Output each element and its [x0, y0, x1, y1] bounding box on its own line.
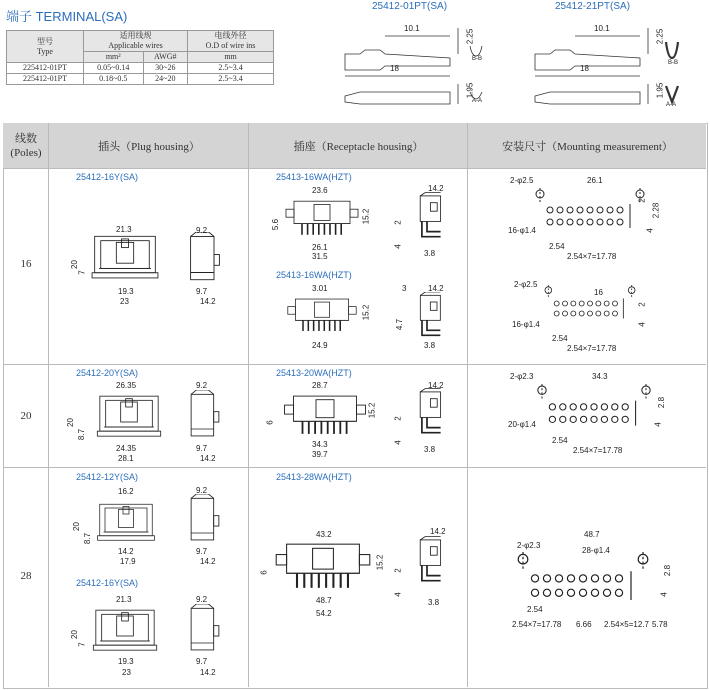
dim: 14.2 [428, 184, 444, 193]
dim: 23.6 [312, 186, 328, 195]
dim: 24.9 [312, 341, 328, 350]
dim: 4 [393, 244, 403, 249]
dim: 4 [393, 592, 403, 597]
table-row [7, 74, 274, 85]
divider [467, 123, 468, 687]
dim: 2.54 [527, 605, 543, 614]
poles-28: 28 [20, 570, 32, 582]
dim: 43.2 [316, 530, 332, 539]
dim: 5.78 [652, 620, 668, 629]
dim: 2.54×5=12.7 [604, 620, 649, 629]
dim: 7 [77, 270, 87, 275]
plug-side-drawing [187, 390, 223, 442]
plug-front-drawing [90, 232, 160, 284]
terminal-spec-table [6, 30, 274, 85]
dim: 2-φ2.3 [510, 372, 534, 381]
dim: 54.2 [316, 609, 332, 618]
row-type: 225412-01PT [7, 74, 84, 85]
plug-side-drawing [187, 232, 223, 286]
dim: 2.54×7=17.78 [567, 252, 617, 261]
dim: 4.7 [395, 318, 405, 331]
p2-d2: 18 [580, 64, 589, 73]
dim: 16-φ1.4 [512, 320, 540, 329]
mounting-drawing [530, 384, 658, 436]
dim: 14.2 [200, 668, 216, 677]
p1-d4: 1.95 [465, 82, 475, 99]
receptacle-label: 25413-20WA(HZT) [276, 368, 352, 378]
dim: 20 [69, 630, 79, 639]
dim: 2-φ2.5 [514, 280, 538, 289]
dim: 9.7 [196, 547, 208, 556]
dim: 28.1 [118, 454, 134, 463]
dim: 4 [393, 440, 403, 445]
divider [248, 123, 249, 687]
dim: 26.1 [587, 176, 603, 185]
dim: 20 [65, 418, 75, 427]
divider [3, 364, 706, 365]
table-row [7, 63, 274, 74]
p2-d4: 1.95 [655, 82, 665, 99]
plug-label: 25412-16Y(SA) [76, 172, 139, 182]
poles-16: 16 [20, 258, 32, 270]
dim: 3.8 [424, 341, 436, 350]
receptacle-front-drawing [268, 540, 378, 592]
p2-sec2: A-A [666, 102, 677, 108]
dim: 9.2 [196, 486, 208, 495]
mounting-drawing [540, 282, 640, 330]
plug-front-drawing [90, 606, 160, 656]
dim: 9.2 [196, 381, 208, 390]
header-mounting: 安装尺寸（Mounting measurement） [502, 141, 673, 153]
dim: 2.54 [552, 436, 568, 445]
dim: 3.8 [428, 598, 440, 607]
row-type: 225412-01PT [7, 63, 84, 74]
col-wires-awg: AWG# [143, 52, 188, 63]
dim: 26.35 [116, 381, 137, 390]
dim: 2 [637, 198, 647, 203]
dim: 2.54×7=17.78 [567, 344, 617, 353]
row-od: 2.5~3.4 [188, 63, 274, 74]
dim: 16-φ1.4 [508, 226, 536, 235]
col-wires-cn: 适用线规 [119, 31, 152, 40]
dim: 26.1 [312, 243, 328, 252]
dim: 2.54 [552, 334, 568, 343]
col-wires-mm: mm² [84, 52, 144, 63]
dim: 19.3 [118, 287, 134, 296]
dim: 15.2 [367, 402, 377, 419]
dim: 4 [645, 228, 655, 233]
part2-label: 25412-21PT(SA) [555, 1, 631, 12]
dim: 39.7 [312, 450, 328, 459]
p1-d2: 18 [390, 64, 399, 73]
row-awg: 30~26 [143, 63, 188, 74]
dim: 4 [637, 322, 647, 327]
receptacle-front-drawing [284, 294, 360, 336]
dim: 2.8 [663, 564, 673, 577]
dim: 9.7 [196, 287, 208, 296]
receptacle-side-drawing [410, 292, 444, 342]
col-od-en: O.D of wire ins [205, 41, 256, 50]
divider [3, 467, 706, 468]
receptacle-side-drawing [410, 192, 444, 244]
poles-20: 20 [20, 410, 32, 422]
p1-sec2: A-A [472, 98, 483, 104]
dim: 4 [653, 422, 663, 427]
dim: 2-φ2.3 [517, 541, 541, 550]
receptacle-side-drawing [410, 534, 444, 590]
dim: 2.54 [549, 242, 565, 251]
divider [3, 168, 706, 169]
dim: 23 [120, 297, 129, 306]
dim: 14.2 [200, 454, 216, 463]
dim: 2.54×7=17.78 [573, 446, 623, 455]
dim: 9.2 [196, 595, 208, 604]
dim: 3.01 [312, 284, 328, 293]
dim: 14.2 [430, 527, 446, 536]
p1-sec1: B-B [472, 56, 483, 62]
plug-front-drawing [86, 392, 172, 442]
plug-side-drawing [187, 494, 223, 546]
row-mm: 0.05~0.14 [84, 63, 144, 74]
dim: 21.3 [116, 595, 132, 604]
receptacle-label: 25413-16WA(HZT) [276, 172, 352, 182]
receptacle-front-drawing [282, 196, 362, 240]
dim: 7 [77, 642, 87, 647]
dim: 14.2 [428, 284, 444, 293]
plug-label: 25412-20Y(SA) [76, 368, 139, 378]
dim: 3.8 [424, 249, 436, 258]
header-poles-en: (Poles) [10, 147, 42, 159]
mounting-drawing [498, 552, 668, 612]
plug-label: 25412-16Y(SA) [76, 578, 139, 588]
mounting-drawing [530, 188, 650, 238]
dim: 2 [393, 416, 403, 421]
row-od: 2.5~3.4 [188, 74, 274, 85]
dim: 2.54×7=17.78 [512, 620, 562, 629]
dim: 6.66 [576, 620, 592, 629]
receptacle-front-drawing [280, 392, 370, 438]
dim: 48.7 [316, 596, 332, 605]
dim: 2 [393, 568, 403, 573]
dim: 17.9 [120, 557, 136, 566]
dim: 21.3 [116, 225, 132, 234]
dim: 2 [637, 302, 647, 307]
dim: 34.3 [312, 440, 328, 449]
dim: 20-φ1.4 [508, 420, 536, 429]
part1-label: 25412-01PT(SA) [372, 1, 448, 12]
p1-d1: 10.1 [404, 24, 420, 33]
p1-d3: 2.25 [465, 28, 475, 45]
dim: 9.2 [196, 226, 208, 235]
col-type-cn: 型号 [37, 36, 53, 46]
dim: 15.2 [375, 554, 385, 571]
dim: 19.3 [118, 657, 134, 666]
row-mm: 0.18~0.5 [84, 74, 144, 85]
dim: 14.2 [200, 297, 216, 306]
dim: 20 [71, 522, 81, 531]
dim: 15.2 [361, 208, 371, 225]
dim: 2-φ2.5 [510, 176, 534, 185]
dim: 9.7 [196, 444, 208, 453]
dim: 14.2 [200, 557, 216, 566]
dim: 8.7 [77, 428, 87, 441]
dim: 9.7 [196, 657, 208, 666]
dim: 5.6 [271, 218, 281, 231]
dim: 28.7 [312, 381, 328, 390]
header-poles [8, 132, 44, 160]
dim: 4 [659, 592, 669, 597]
dim: 34.3 [592, 372, 608, 381]
dim: 8.7 [83, 532, 93, 545]
dim: 2.8 [657, 396, 667, 409]
dim: 28-φ1.4 [582, 546, 610, 555]
dim: 14.2 [118, 547, 134, 556]
receptacle-label: 25413-16WA(HZT) [276, 270, 352, 280]
dim: 48.7 [584, 530, 600, 539]
plug-side-drawing [187, 604, 223, 656]
dim: 3.8 [424, 445, 436, 454]
dim: 31.5 [312, 252, 328, 261]
terminal-title: 端子 TERMINAL(SA) [6, 9, 128, 24]
dim: 16 [594, 288, 603, 297]
divider [48, 123, 49, 687]
col-type-en: Type [37, 46, 53, 56]
dim: 2 [393, 220, 403, 225]
plug-front-drawing [96, 498, 156, 548]
dim: 15.2 [361, 304, 371, 321]
dim: 6 [265, 420, 275, 425]
row-awg: 24~20 [143, 74, 188, 85]
p2-sec1: B-B [668, 60, 679, 66]
receptacle-label: 25413-28WA(HZT) [276, 472, 352, 482]
header-receptacle: 插座（Receptacle housing） [293, 141, 424, 153]
dim: 16.2 [118, 487, 134, 496]
p2-d3: 2.25 [655, 28, 665, 45]
plug-label: 25412-12Y(SA) [76, 472, 139, 482]
header-plug: 插头（Plug housing） [98, 141, 200, 153]
dim: 24.35 [116, 444, 137, 453]
dim: 3 [402, 284, 407, 293]
col-od-cn: 电线外径 [214, 31, 247, 40]
p2-d1: 10.1 [594, 24, 610, 33]
header-poles-cn: 线数 [15, 133, 37, 145]
dim: 20 [69, 260, 79, 269]
dim: 6 [259, 570, 269, 575]
dim: 2.28 [651, 202, 661, 219]
receptacle-side-drawing [410, 388, 444, 440]
col-od-mm: mm [188, 52, 274, 63]
dim: 23 [122, 668, 131, 677]
col-wires-en: Applicable wires [108, 41, 163, 50]
dim: 14.2 [428, 381, 444, 390]
